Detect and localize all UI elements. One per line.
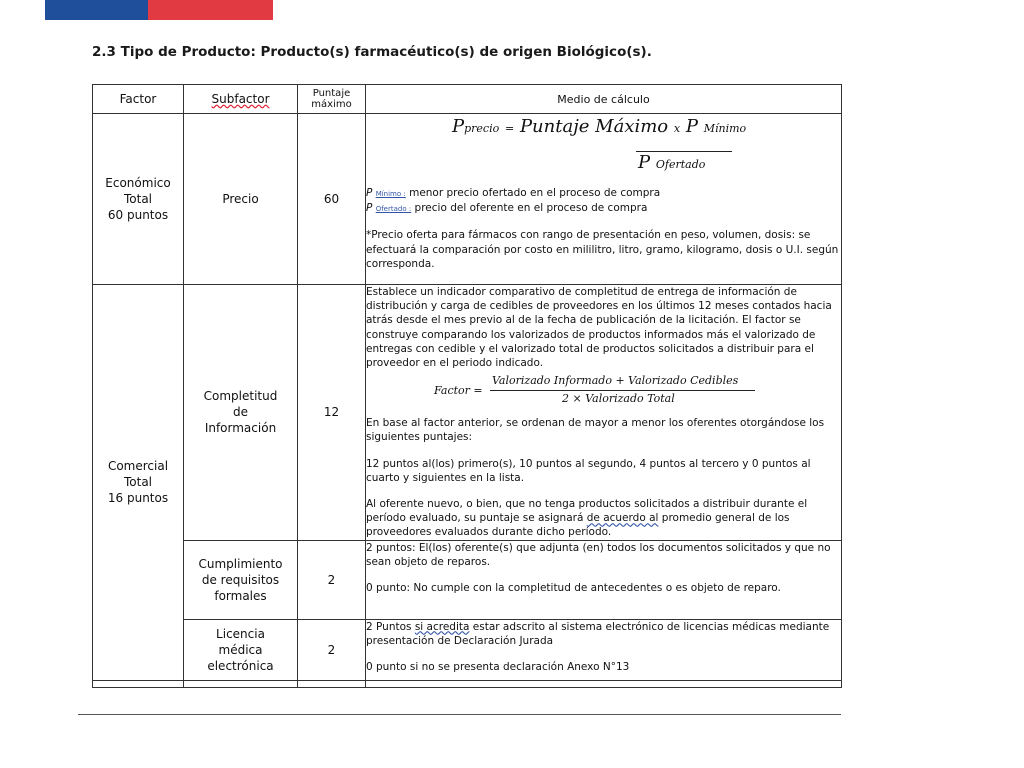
- def-min-text: menor precio ofertado en el proceso de compra: [405, 187, 661, 199]
- table-row: [93, 619, 842, 680]
- factor-formula: [366, 370, 841, 416]
- cut-cell: [93, 680, 184, 687]
- calc-precio: [366, 114, 842, 285]
- cut-cell: [298, 680, 366, 687]
- completitud-para4-c: promedio general de los proveedores evaluados durante dicho período.: [366, 512, 790, 539]
- licencia-para1: [366, 620, 841, 648]
- formula-p: P: [452, 116, 465, 137]
- licencia-para1-c: estar adscrito al sistema electrónico de licencias médicas mediante presentación de Declaración Jurada: [366, 620, 830, 647]
- subfactor-cumplimiento-line2: de requisitos: [201, 572, 280, 587]
- spacer: [366, 216, 841, 228]
- subfactor-licencia-line2: médica: [218, 642, 263, 657]
- completitud-para4-b: de acuerdo al: [586, 512, 659, 525]
- formula-puntaje: Puntaje: [519, 116, 590, 137]
- header-factor: Factor: [93, 85, 184, 114]
- evaluation-table: [92, 84, 842, 688]
- cut-cell: [366, 680, 842, 687]
- factor-economic: [93, 114, 184, 285]
- table-row-cut: [93, 680, 842, 687]
- header-subfactor-label: Subfactor: [211, 92, 270, 106]
- subfactor-licencia-line3: electrónica: [207, 658, 274, 673]
- formula-eq: =: [504, 122, 515, 135]
- spacer: [366, 569, 841, 581]
- formula-p2: P: [685, 116, 698, 137]
- table-row: [93, 540, 842, 619]
- completitud-para3: 12 puntos al(los) primero(s), 10 puntos al segundo, 4 puntos al tercero y 0 puntos al cuarto y siguientes en la lista.: [366, 457, 811, 484]
- header-calc: Medio de cálculo: [366, 85, 842, 114]
- formula-x: x: [673, 122, 681, 135]
- spacer: [366, 648, 841, 660]
- completitud-para1: Establece un indicador comparativo de completitud de entrega de información de distribución y carga de cedibles de proveedores en los últimos 12 meses contados hacia atrás desde el mes previo al de la fecha de publicación de la licitación. El factor se construye comparando los valorizados de productos informados más el valorizado de entregas con cedible y el valorizado total de productos solicitados a distribuir para el proveedor en el periodo indicado.: [366, 286, 832, 370]
- subfactor-precio: Precio: [184, 114, 298, 285]
- subfactor-cumplimiento-line1: Cumplimiento: [198, 556, 283, 571]
- completitud-para4: [366, 497, 841, 540]
- factor-economic-line1: Económico: [105, 176, 171, 190]
- factor-formula-lhs: Factor =: [434, 384, 483, 398]
- formula-ofertado: Ofertado: [655, 158, 706, 171]
- subfactor-completitud-line3: Información: [204, 421, 277, 436]
- definition-min: [366, 186, 841, 201]
- completitud-para2: En base al factor anterior, se ordenan de mayor a menor los oferentes otorgándose los siguientes puntajes:: [366, 417, 825, 444]
- spacer: [366, 445, 841, 457]
- licencia-para1-a: 2 Puntos: [366, 620, 415, 633]
- table-row: [93, 114, 842, 285]
- def-off-text: precio del oferente en el proceso de compra: [411, 202, 648, 215]
- completitud-para4-a: Al oferente nuevo, o bien, que no tenga productos solicitados a distribuir durante el período evaluado, su puntaje se asignará: [366, 498, 808, 525]
- score-licencia: 2: [298, 619, 366, 680]
- def-min-symbol: P: [366, 187, 373, 199]
- subfactor-licencia-line1: Licencia: [216, 626, 265, 641]
- licencia-para2: 0 punto si no se presenta declaración Anexo N°13: [366, 661, 630, 674]
- header-flag-blue: [45, 0, 148, 20]
- calc-cumplimiento: [366, 540, 842, 619]
- price-formula-denominator: [638, 152, 706, 173]
- subfactor-cumplimiento-line3: formales: [214, 588, 267, 603]
- factor-economic-line3: 60 puntos: [107, 208, 169, 222]
- subfactor-cumplimiento: [184, 540, 298, 619]
- header-score-line2: máximo: [311, 99, 352, 110]
- table-row: [93, 285, 842, 541]
- section-title: 2.3 Tipo de Producto: Producto(s) farmacéutico(s) de origen Biológico(s).: [92, 44, 652, 60]
- header-subfactor: [184, 85, 298, 114]
- calc-licencia: [366, 619, 842, 680]
- definition-offered: [366, 201, 841, 216]
- def-off-symbol: P: [366, 202, 373, 215]
- factor-commercial-line2: Total: [123, 475, 153, 490]
- factor-formula-denominator: 2 × Valorizado Total: [562, 392, 675, 406]
- header-score-line1: Puntaje: [312, 88, 351, 99]
- factor-commercial-line1: Comercial: [107, 459, 169, 474]
- subfactor-completitud: [184, 285, 298, 541]
- subfactor-completitud-line2: de: [233, 405, 248, 420]
- formula-minimo: Mínimo: [703, 122, 747, 135]
- cumplimiento-para2: 0 punto: No cumple con la completitud de antecedentes o es objeto de reparo.: [366, 582, 781, 595]
- factor-formula-bar: [490, 390, 755, 391]
- cut-cell: [184, 680, 298, 687]
- def-off-sub: Ofertado :: [375, 205, 412, 214]
- factor-commercial-line3: 16 puntos: [107, 491, 169, 506]
- page-crop-edge: [78, 714, 841, 715]
- factor-economic-line2: Total: [123, 192, 153, 206]
- subfactor-licencia: [184, 619, 298, 680]
- price-formula: [366, 114, 841, 186]
- subfactor-completitud-line1: Completitud: [203, 389, 278, 404]
- formula-maximo: Máximo: [595, 116, 669, 137]
- calc-completitud: [366, 285, 842, 541]
- licencia-para1-b: si acredita: [414, 620, 470, 633]
- formula-precio: precio: [464, 122, 500, 135]
- def-min-sub: Mínimo :: [375, 190, 406, 198]
- header-score: [298, 85, 366, 114]
- spacer: [366, 485, 841, 497]
- table-header-row: [93, 85, 842, 114]
- header-flag-red: [148, 0, 273, 20]
- score-completitud: 12: [298, 285, 366, 541]
- price-note: *Precio oferta para fármacos con rango de presentación en peso, volumen, dosis: se efectuará la comparación por costo en mililitro, litro, gramo, kilogramo, dosis o U.I. según corresponda.: [366, 229, 839, 270]
- score-cumplimiento: 2: [298, 540, 366, 619]
- cumplimiento-para1: 2 puntos: El(los) oferente(s) que adjunta (en) todos los documentos solicitados y que no sean objeto de reparos.: [366, 541, 831, 568]
- factor-formula-numerator: Valorizado Informado + Valorizado Cedibles: [492, 374, 739, 388]
- factor-commercial: [93, 285, 184, 681]
- price-formula-numerator: [452, 116, 747, 137]
- formula-p3: P: [638, 152, 651, 173]
- score-precio: 60: [298, 114, 366, 285]
